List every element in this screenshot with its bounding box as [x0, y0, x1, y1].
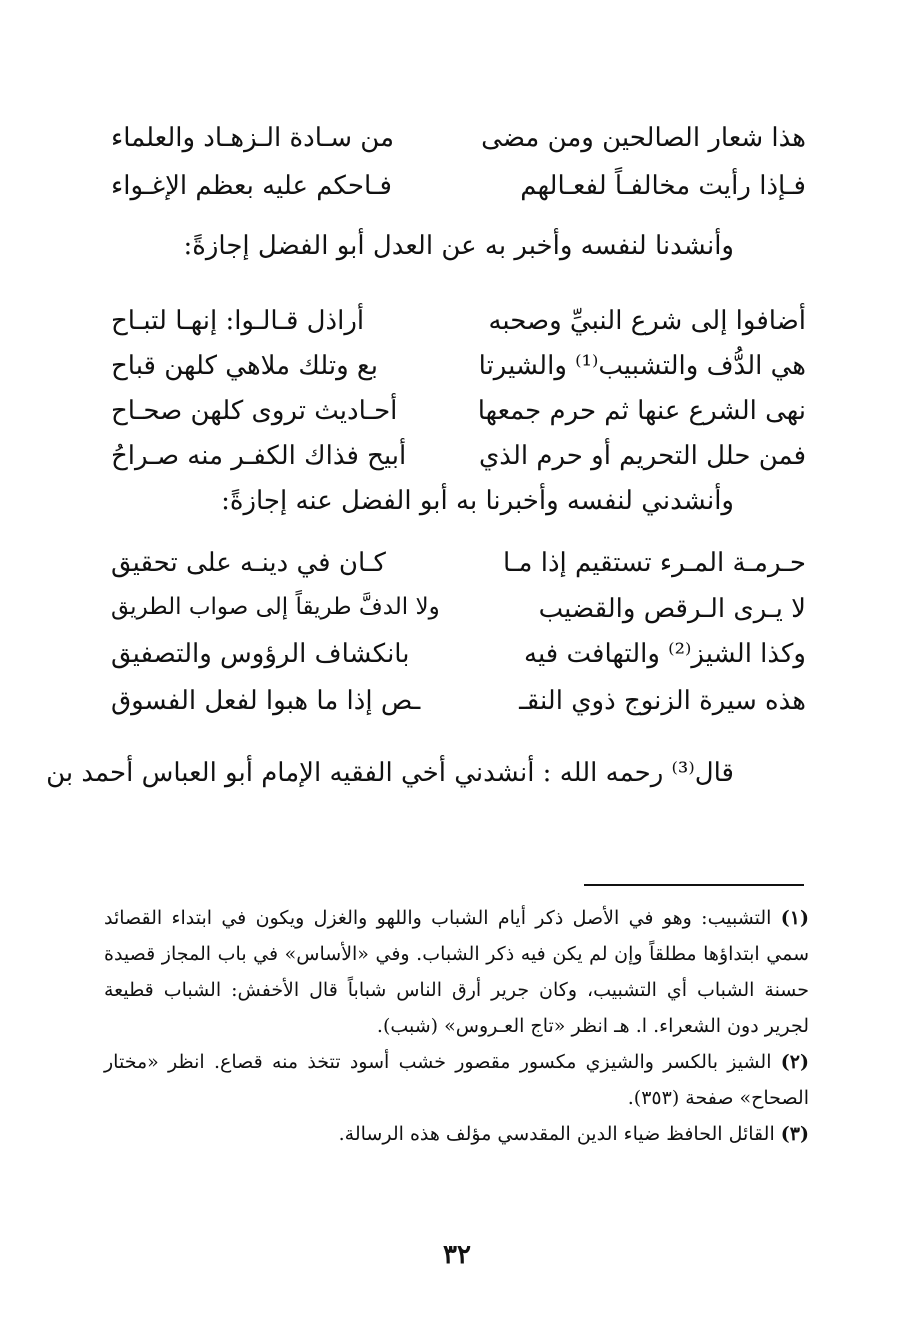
poem3-verse-1-second-half: كـان في دينـه على تحقيق [111, 548, 386, 578]
footnote-3 [104, 1116, 809, 1152]
poem2-verse-4-first-half: فمن حلل التحريم أو حرم الذي [478, 441, 806, 471]
poem3-verse-3-first-half: وكذا الشيز⁽²⁾ والتهافت فيه [524, 639, 806, 669]
closing-line: قال⁽³⁾ رحمه الله : أنشدني أخي الفقيه الإمام أبو العباس أحمد بن [46, 758, 734, 788]
footnotes [104, 900, 809, 1152]
poem1-verse-2-second-half: فـاحكم عليه بعظم الإغـواء [111, 171, 392, 201]
footnote-2-number: (٢) [780, 1051, 809, 1073]
poem2-verse-4-second-half: أبيح فذاك الكفـر منه صـراحُ [111, 441, 407, 471]
poem2-verse-2-second-half: بع وتلك ملاهي كلهن قباح [111, 351, 379, 381]
intro-line-3: وأنشدني لنفسه وأخبرنا به أبو الفضل عنه إجازةً: [221, 486, 734, 516]
poem1-verse-2-first-half: فـإذا رأيت مخالفـاً لفعـالهم [520, 171, 806, 201]
poem2-verse-1-first-half: أضافوا إلى شرع النبيِّ وصحبه [488, 306, 806, 336]
poem2-verse-2-first-half: هي الدُّف والتشبيب⁽¹⁾ والشيرتا [478, 351, 806, 381]
poem1-verse-2 [111, 173, 806, 199]
poem3-verse-1 [111, 550, 806, 576]
poem2-verse-1-second-half: أراذل قـالـوا: إنهـا لتبـاح [111, 306, 365, 336]
poem3-verse-1-first-half: حـرمـة المـرء تستقيم إذا مـا [502, 548, 806, 578]
poem3-verse-4-second-half: ـص إذا ما هبوا لفعل الفسوق [111, 686, 421, 716]
poem3-verse-2 [111, 596, 806, 622]
poem3-verse-4 [111, 688, 806, 714]
footnote-2-text: الشيز بالكسر والشيزي مكسور مقصور خشب أسود تتخذ منه قصاع. انظر «مختار الصحاح» صفحة (٣٥٣). [104, 1051, 809, 1109]
poem2-verse-3-first-half: نهى الشرع عنها ثم حرم جمعها [477, 396, 806, 426]
footnote-separator [584, 884, 804, 886]
poem1-verse-1-second-half: من سـادة الـزهـاد والعلماء [111, 123, 395, 153]
poem2-verse-2 [111, 353, 806, 379]
poem2-verse-1 [111, 308, 806, 334]
intro-line-2: وأنشدنا لنفسه وأخبر به عن العدل أبو الفضل إجازةً: [183, 231, 734, 261]
poem1-verse-1 [111, 125, 806, 151]
poem2-verse-4 [111, 443, 806, 469]
footnote-3-text: القائل الحافظ ضياء الدين المقدسي مؤلف هذه الرسالة. [338, 1123, 775, 1145]
footnote-1-text: التشبيب: وهو في الأصل ذكر أيام الشباب واللهو والغزل ويكون في ابتداء القصائد سمي ابتداؤها مطلقاً وإن لم يكن فيه ذكر الشباب. وفي «الأساس» في باب المجاز قصيدة حسنة الشباب أي التشبيب، وكان جرير أرق الناس شباباً قال الأخفش: الشباب قطيعة لجرير دون الشعراء. ا. هـ انظر «تاج العـروس» (شبب). [104, 907, 809, 1037]
footnote-1 [104, 900, 809, 1044]
footnote-3-number: (٣) [780, 1123, 809, 1145]
poem3-verse-2-first-half: لا يـرى الـرقص والقضيب [538, 594, 806, 624]
poem1-verse-1-first-half: هذا شعار الصالحين ومن مضى [481, 123, 806, 153]
poem3-verse-2-second-half: ولا الدفَّ طريقاً إلى صواب الطريق [111, 594, 440, 620]
footnote-1-number: (١) [780, 907, 809, 929]
poem2-verse-3-second-half: أحـاديث تروى كلهن صحـاح [111, 396, 398, 426]
poem3-verse-4-first-half: هذه سيرة الزنوج ذوي النقـ [519, 686, 806, 716]
poem3-verse-3 [111, 641, 806, 667]
poem2-verse-3 [111, 398, 806, 424]
footnote-2 [104, 1044, 809, 1116]
poem3-verse-3-second-half: بانكشاف الرؤوس والتصفيق [111, 639, 410, 669]
page-number: ٣٢ [443, 1240, 471, 1270]
